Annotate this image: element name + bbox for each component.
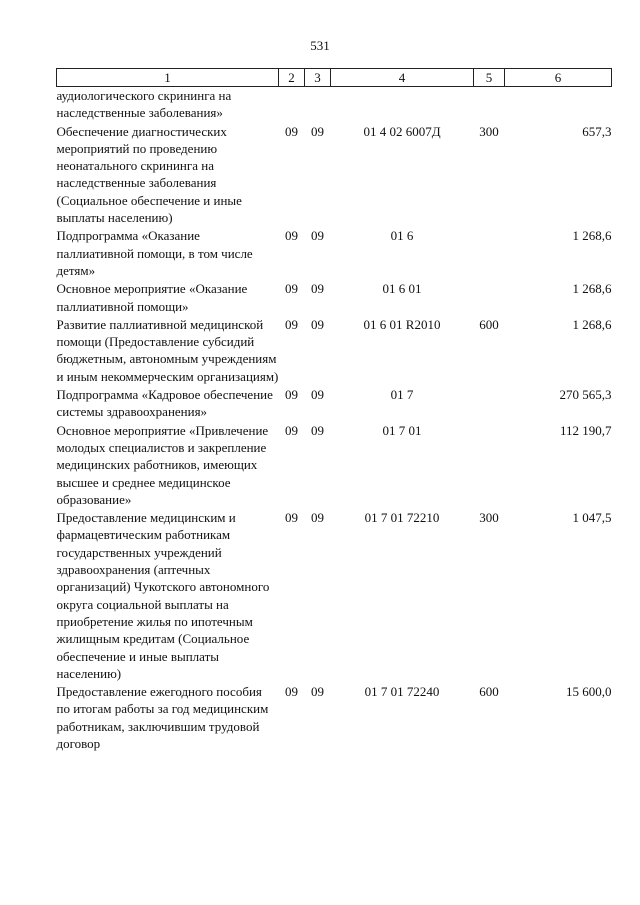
row-subsection-cell: 09: [311, 123, 324, 139]
table-row: [57, 509, 612, 683]
row-name-cell: Обеспечение диагностических мероприятий по проведению неонатального скрининга на наследственные заболевания (Социальное обеспечение и иные выплаты населению): [56, 123, 242, 226]
budget-table: [56, 68, 612, 753]
row-expense-type-cell: 600: [479, 684, 499, 700]
row-section-cell: 09: [285, 123, 298, 139]
row-name-cell: Подпрограмма «Оказание паллиативной помощи, в том числе детям»: [56, 228, 253, 278]
row-expense-type-cell: 300: [479, 123, 499, 139]
row-section-cell: 09: [285, 281, 298, 297]
column-header-expense-type: 5: [474, 69, 505, 87]
row-target-code-cell: 01 6 01 R2010: [363, 316, 441, 332]
row-name-cell: Предоставление ежегодного пособия по итогам работы за год медицинским работникам, заключившим трудовой договор: [56, 684, 269, 751]
column-header-name: 1: [57, 69, 279, 87]
row-target-code-cell: 01 7 01 72240: [364, 684, 440, 700]
row-name-cell: аудиологического скрининга на наследственные заболевания»: [56, 88, 232, 121]
row-expense-type-cell: [474, 280, 505, 316]
column-header-amount: 6: [505, 69, 612, 87]
row-expense-type-cell: [474, 227, 505, 280]
row-section-cell: 09: [285, 228, 298, 244]
page-number: 531: [310, 38, 330, 53]
row-section-cell: 09: [285, 422, 298, 438]
row-target-code-cell: 01 6 01: [382, 281, 422, 297]
row-expense-type-cell: [474, 87, 505, 123]
column-header-section: 2: [279, 69, 305, 87]
row-target-code-cell: 01 7: [390, 387, 414, 403]
table-row: [57, 316, 612, 386]
row-expense-type-cell: 600: [479, 316, 499, 332]
row-section-cell: 09: [285, 684, 298, 700]
table-row: [57, 280, 612, 316]
table-row: [57, 227, 612, 280]
table-row: [57, 87, 612, 123]
row-amount-cell: 1 047,5: [572, 510, 612, 526]
row-name-cell: Основное мероприятие «Оказание паллиативной помощи»: [56, 281, 248, 314]
row-amount-cell: 270 565,3: [559, 387, 612, 403]
table-row: [57, 386, 612, 422]
table-row: [57, 422, 612, 509]
row-subsection-cell: 09: [311, 281, 324, 297]
row-section-cell: [279, 87, 305, 123]
row-target-code-cell: [331, 87, 474, 123]
row-amount-cell: 15 600,0: [566, 684, 612, 700]
row-target-code-cell: 01 7 01: [382, 422, 422, 438]
column-header-subsection: 3: [305, 69, 331, 87]
table-body: [57, 87, 612, 754]
row-name-cell: Подпрограмма «Кадровое обеспечение системы здравоохранения»: [56, 387, 273, 420]
row-subsection-cell: 09: [311, 422, 324, 438]
row-expense-type-cell: 300: [479, 510, 499, 526]
row-amount-cell: 657,3: [582, 123, 612, 139]
row-target-code-cell: 01 6: [390, 228, 414, 244]
column-header-target-code: 4: [331, 69, 474, 87]
row-section-cell: 09: [285, 387, 298, 403]
row-target-code-cell: 01 4 02 6007Д: [363, 123, 441, 139]
table-row: [57, 123, 612, 228]
row-expense-type-cell: [474, 386, 505, 422]
table-row: [57, 683, 612, 753]
row-amount-cell: 112 190,7: [559, 422, 612, 438]
row-subsection-cell: [305, 87, 331, 123]
row-amount-cell: 1 268,6: [572, 281, 612, 297]
row-amount-cell: 1 268,6: [572, 316, 612, 332]
row-section-cell: 09: [285, 510, 298, 526]
row-expense-type-cell: [474, 422, 505, 509]
row-subsection-cell: 09: [311, 316, 324, 332]
row-target-code-cell: 01 7 01 72210: [364, 510, 440, 526]
row-name-cell: Предоставление медицинским и фармацевтическим работникам государственных учреждений здравоохранения (аптечных организаций) Чукотского автономного округа социальной выплаты на приобретение жилья по ипотечным жилищным кредитам (Социальное обеспечение и иные выплаты населению): [56, 510, 270, 681]
row-name-cell: Основное мероприятие «Привлечение молодых специалистов и закрепление медицинских работников, имеющих высшее и среднее медицинское образование»: [56, 422, 269, 507]
row-subsection-cell: 09: [311, 387, 324, 403]
row-name-cell: Развитие паллиативной медицинской помощи (Предоставление субсидий бюджетным, автономным учреждениям и иным некоммерческим организациям): [56, 316, 279, 384]
row-subsection-cell: 09: [311, 510, 324, 526]
row-subsection-cell: 09: [311, 684, 324, 700]
table-header-row: [57, 69, 612, 87]
row-section-cell: 09: [285, 316, 298, 332]
row-subsection-cell: 09: [311, 228, 324, 244]
row-amount-cell: 1 268,6: [572, 228, 612, 244]
row-amount-cell: [505, 87, 612, 123]
